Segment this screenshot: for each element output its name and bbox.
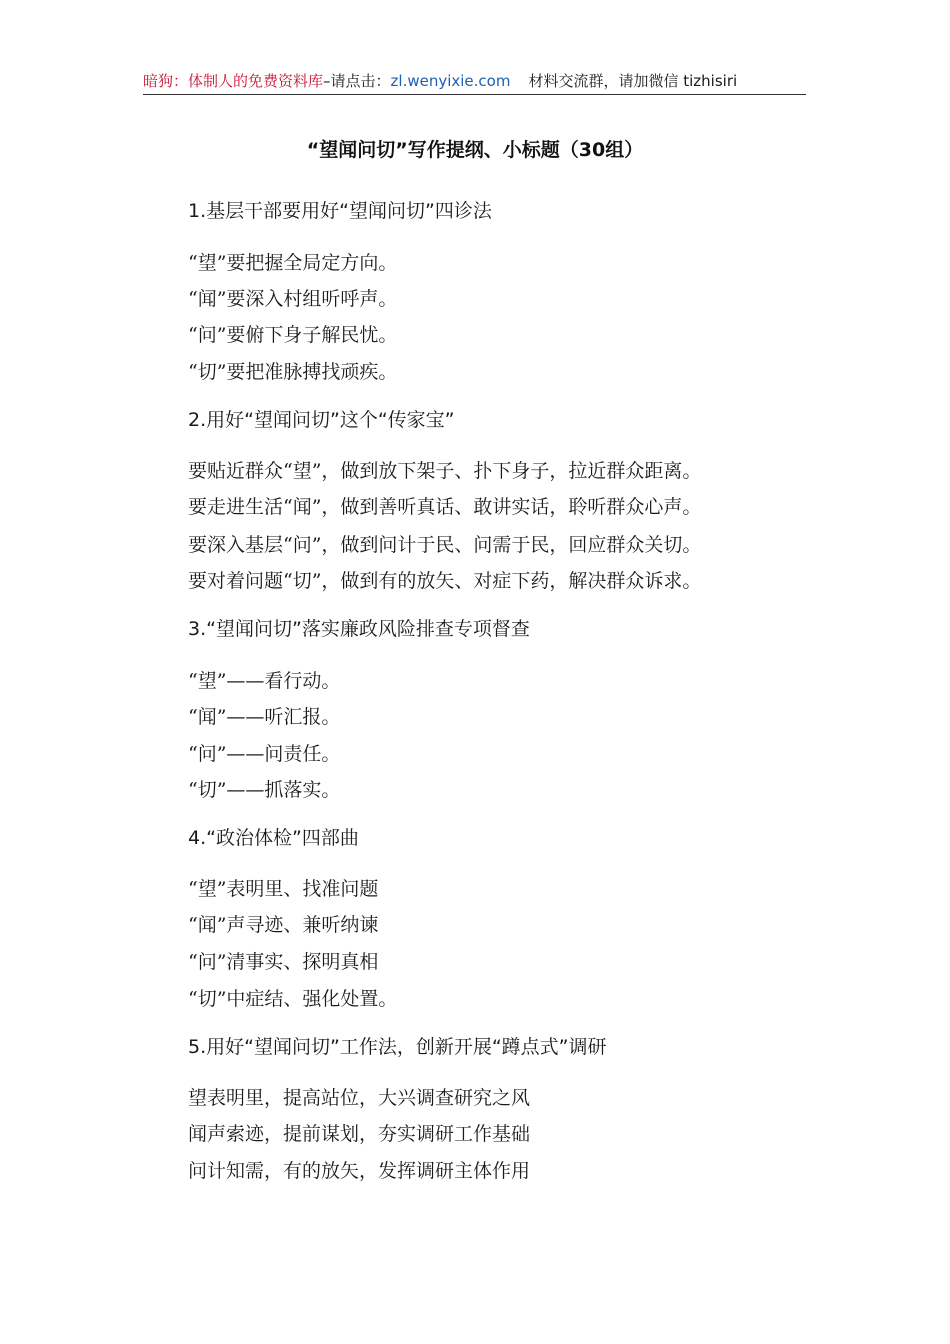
section-item: “闻”要深入村组听呼声。 bbox=[188, 288, 398, 310]
section-item: “问”清事实、探明真相 bbox=[188, 951, 379, 973]
section-heading: 2.用好“望闻问切”这个“传家宝” bbox=[188, 409, 455, 431]
section-item: “问”要俯下身子解民忧。 bbox=[188, 324, 398, 346]
section-item: 要贴近群众“望”，做到放下架子、扑下身子，拉近群众距离。 bbox=[188, 460, 702, 482]
section-heading: 4.“政治体检”四部曲 bbox=[188, 827, 359, 849]
section-heading: 3.“望闻问切”落实廉政风险排查专项督查 bbox=[188, 618, 530, 640]
section-item: “切”要把准脉搏找顽疾。 bbox=[188, 361, 398, 383]
section-item: 要对着问题“切”，做到有的放矢、对症下药，解决群众诉求。 bbox=[188, 570, 702, 592]
section-item: “望”——看行动。 bbox=[188, 670, 341, 692]
section-item: 要走进生活“闻”，做到善听真话、敢讲实话，聆听群众心声。 bbox=[188, 496, 702, 518]
document-title: “望闻问切”写作提纲、小标题（30组） bbox=[306, 139, 644, 161]
header-click-label: –请点击： bbox=[323, 72, 391, 90]
section-item: “望”要把握全局定方向。 bbox=[188, 252, 398, 274]
header-promo: 暗狗：体制人的免费资料库 bbox=[143, 72, 324, 90]
section-item: 要深入基层“问”，做到问计于民、问需于民，回应群众关切。 bbox=[188, 534, 702, 556]
section-item: “问”——问责任。 bbox=[188, 743, 341, 765]
page-header bbox=[143, 70, 805, 92]
section-item: “闻”声寻迹、兼听纳谏 bbox=[188, 914, 379, 936]
section-item: “切”——抓落实。 bbox=[188, 779, 341, 801]
section-item: 望表明里，提高站位，大兴调查研究之风 bbox=[188, 1087, 531, 1109]
section-item: “闻”——听汇报。 bbox=[188, 706, 341, 728]
section-item: “望”表明里、找准问题 bbox=[188, 878, 379, 900]
header-group-info: 材料交流群，请加微信 tizhisiri bbox=[528, 72, 738, 90]
section-item: 问计知需，有的放矢，发挥调研主体作用 bbox=[188, 1160, 531, 1182]
header-rule bbox=[143, 94, 806, 95]
section-item: “切”中症结、强化处置。 bbox=[188, 988, 398, 1010]
header-url-link[interactable]: zl.wenyixie.com bbox=[390, 72, 511, 90]
section-heading: 1.基层干部要用好“望闻问切”四诊法 bbox=[188, 200, 492, 222]
section-heading: 5.用好“望闻问切”工作法，创新开展“蹲点式”调研 bbox=[188, 1036, 607, 1058]
section-item: 闻声索迹，提前谋划，夯实调研工作基础 bbox=[188, 1123, 531, 1145]
